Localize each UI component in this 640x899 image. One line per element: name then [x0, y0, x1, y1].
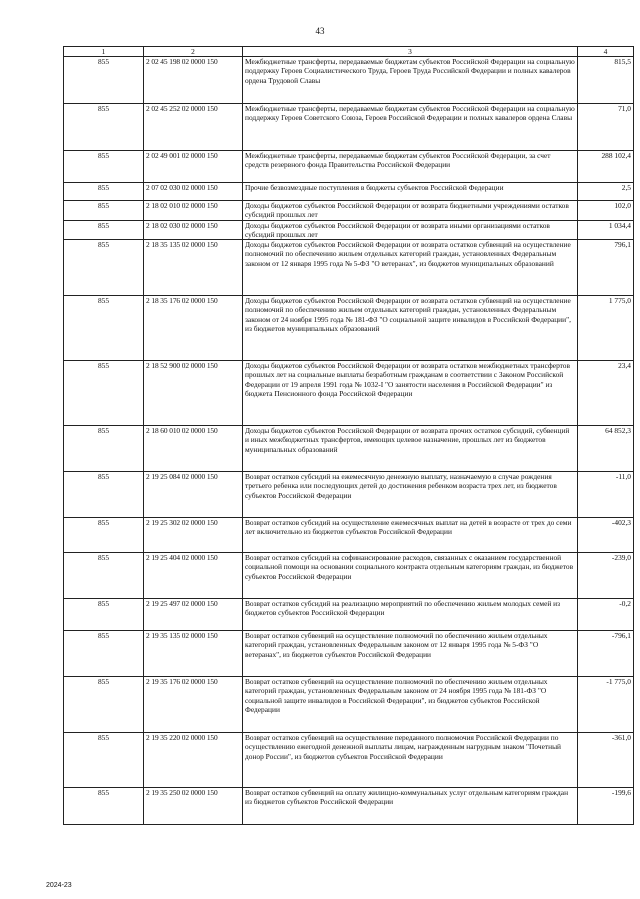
- amount-cell: 1 034,4: [578, 220, 634, 240]
- amount-cell: -0,2: [578, 599, 634, 631]
- admin-code-cell: 855: [64, 677, 144, 733]
- table-row: [64, 183, 634, 201]
- table-row: [64, 296, 634, 361]
- amount-cell: 71,0: [578, 104, 634, 151]
- budget-code-cell: 2 18 35 135 02 0000 150: [144, 240, 243, 296]
- amount-cell: 288 102,4: [578, 151, 634, 183]
- table-row: [64, 733, 634, 788]
- admin-code-cell: 855: [64, 201, 144, 221]
- admin-code-cell: 855: [64, 788, 144, 825]
- table-row: [64, 518, 634, 553]
- budget-code-cell: 2 07 02 030 02 0000 150: [144, 183, 243, 201]
- admin-code-cell: 855: [64, 518, 144, 553]
- amount-cell: -1 775,0: [578, 677, 634, 733]
- table-row: [64, 426, 634, 472]
- admin-code-cell: 855: [64, 57, 144, 104]
- table-row: [64, 788, 634, 825]
- revenue-name-cell: Возврат остатков субвенций на оплату жилищно-коммунальных услуг отдельным категориям граждан из бюджетов субъектов Российской Федерации: [243, 788, 578, 825]
- revenue-name-cell: Доходы бюджетов субъектов Российской Федерации от возврата иными организациями остатков субсидий прошлых лет: [243, 220, 578, 240]
- revenue-name-cell: Доходы бюджетов субъектов Российской Федерации от возврата остатков субвенций на осуществление полномочий по обеспечению жильем отдельных категорий граждан, установленных Федеральным законом от 24 ноября 1995 года № 181-ФЗ "О социальной защите инвалидов в Российской Федерации", из бюджетов муниципальных образований: [243, 296, 578, 361]
- budget-code-cell: 2 19 25 302 02 0000 150: [144, 518, 243, 553]
- revenue-name-cell: Доходы бюджетов субъектов Российской Федерации от возврата остатков субвенций на осуществление полномочий по обеспечению жильем отдельных категорий граждан, установленных Федеральным законом от 12 января 1995 года № 5-ФЗ "О ветеранах", из бюджетов муниципальных образований: [243, 240, 578, 296]
- table-row: [64, 631, 634, 677]
- revenue-name-cell: Возврат остатков субвенций на осуществление полномочий по обеспечению жильем отдельных категорий граждан, установленных Федеральным законом от 24 ноября 1995 года № 181-ФЗ "О социальной защите инвалидов в Российской Федерации", из бюджетов субъектов Российской Федерации: [243, 677, 578, 733]
- budget-code-cell: 2 19 25 497 02 0000 150: [144, 599, 243, 631]
- budget-code-cell: 2 02 45 252 02 0000 150: [144, 104, 243, 151]
- amount-cell: -199,6: [578, 788, 634, 825]
- admin-code-cell: 855: [64, 631, 144, 677]
- admin-code-cell: 855: [64, 361, 144, 426]
- table-header-row: [64, 47, 634, 57]
- amount-cell: 23,4: [578, 361, 634, 426]
- revenue-name-cell: Прочие безвозмездные поступления в бюджеты субъектов Российской Федерации: [243, 183, 578, 201]
- amount-cell: 815,5: [578, 57, 634, 104]
- amount-cell: -239,0: [578, 553, 634, 599]
- budget-code-cell: 2 18 02 010 02 0000 150: [144, 201, 243, 221]
- budget-code-cell: 2 02 45 198 02 0000 150: [144, 57, 243, 104]
- footer-code: 2024-23: [46, 882, 72, 889]
- budget-code-cell: 2 19 25 084 02 0000 150: [144, 472, 243, 518]
- table-row: [64, 57, 634, 104]
- revenue-name-cell: Возврат остатков субсидий на софинансирование расходов, связанных с оказанием государственной социальной помощи на основании социального контракта отдельным категориям граждан, из бюджетов субъектов Российской Федерации: [243, 553, 578, 599]
- table-row: [64, 599, 634, 631]
- budget-code-cell: 2 18 60 010 02 0000 150: [144, 426, 243, 472]
- revenue-name-cell: Возврат остатков субсидий на реализацию мероприятий по обеспечению жильем молодых семей из бюджетов субъектов Российской Федерации: [243, 599, 578, 631]
- budget-code-cell: 2 18 02 030 02 0000 150: [144, 220, 243, 240]
- amount-cell: 2,5: [578, 183, 634, 201]
- revenue-name-cell: Возврат остатков субвенций на осуществление полномочий по обеспечению жильем отдельных категорий граждан, установленных Федеральным законом от 12 января 1995 года № 5-ФЗ "О ветеранах", из бюджетов субъектов Российской Федерации: [243, 631, 578, 677]
- revenue-name-cell: Доходы бюджетов субъектов Российской Федерации от возврата прочих остатков субсидий, субвенций и иных межбюджетных трансфертов, имеющих целевое назначение, прошлых лет из бюджетов муниципальных образований: [243, 426, 578, 472]
- amount-cell: -361,0: [578, 733, 634, 788]
- page-number: 43: [315, 26, 325, 36]
- column-header: 4: [578, 47, 634, 57]
- revenue-name-cell: Межбюджетные трансферты, передаваемые бюджетам субъектов Российской Федерации на социальную поддержку Героев Социалистического Труда, Героев Труда Российской Федерации и полных кавалеров ордена Трудовой Славы: [243, 57, 578, 104]
- budget-code-cell: 2 02 49 001 02 0000 150: [144, 151, 243, 183]
- table-row: [64, 104, 634, 151]
- amount-cell: -11,0: [578, 472, 634, 518]
- admin-code-cell: 855: [64, 599, 144, 631]
- admin-code-cell: 855: [64, 296, 144, 361]
- revenue-name-cell: Доходы бюджетов субъектов Российской Федерации от возврата остатков межбюджетных трансфертов прошлых лет на социальные выплаты безработным гражданам в соответствии с Законом Российской Федерации от 19 апреля 1991 года № 1032-I "О занятости населения в Российской Федерации" из бюджета Пенсионного фонда Российской Федерации: [243, 361, 578, 426]
- table-row: [64, 361, 634, 426]
- budget-code-cell: 2 19 35 220 02 0000 150: [144, 733, 243, 788]
- admin-code-cell: 855: [64, 220, 144, 240]
- revenue-name-cell: Возврат остатков субсидий на ежемесячную денежную выплату, назначаемую в случае рождения третьего ребенка или последующих детей до достижения ребенком возраста трех лет, из бюджетов субъектов Российской Федерации: [243, 472, 578, 518]
- column-header: 2: [144, 47, 243, 57]
- revenue-table: [63, 46, 634, 825]
- admin-code-cell: 855: [64, 104, 144, 151]
- revenue-name-cell: Возврат остатков субсидий на осуществление ежемесячных выплат на детей в возрасте от трех до семи лет включительно из бюджетов субъектов Российской Федерации: [243, 518, 578, 553]
- amount-cell: -796,1: [578, 631, 634, 677]
- budget-code-cell: 2 19 35 135 02 0000 150: [144, 631, 243, 677]
- column-header: 1: [64, 47, 144, 57]
- amount-cell: -402,3: [578, 518, 634, 553]
- table-row: [64, 240, 634, 296]
- admin-code-cell: 855: [64, 426, 144, 472]
- table-row: [64, 220, 634, 240]
- table-row: [64, 151, 634, 183]
- budget-code-cell: 2 18 35 176 02 0000 150: [144, 296, 243, 361]
- amount-cell: 64 852,3: [578, 426, 634, 472]
- admin-code-cell: 855: [64, 553, 144, 599]
- table-row: [64, 201, 634, 221]
- admin-code-cell: 855: [64, 733, 144, 788]
- column-header: 3: [243, 47, 578, 57]
- table-row: [64, 472, 634, 518]
- revenue-name-cell: Доходы бюджетов субъектов Российской Федерации от возврата бюджетными учреждениями остатков субсидий прошлых лет: [243, 201, 578, 221]
- revenue-name-cell: Возврат остатков субвенций на осуществление переданного полномочия Российской Федерации по осуществлению ежегодной денежной выплаты лицам, награжденным нагрудным знаком "Почетный донор России", из бюджетов субъектов Российской Федерации: [243, 733, 578, 788]
- revenue-name-cell: Межбюджетные трансферты, передаваемые бюджетам субъектов Российской Федерации, за счет средств резервного фонда Правительства Российской Федерации: [243, 151, 578, 183]
- table-row: [64, 553, 634, 599]
- budget-code-cell: 2 19 35 176 02 0000 150: [144, 677, 243, 733]
- revenue-name-cell: Межбюджетные трансферты, передаваемые бюджетам субъектов Российской Федерации на социальную поддержку Героев Советского Союза, Героев Российской Федерации и полных кавалеров ордена Славы: [243, 104, 578, 151]
- table-row: [64, 677, 634, 733]
- admin-code-cell: 855: [64, 183, 144, 201]
- admin-code-cell: 855: [64, 472, 144, 518]
- admin-code-cell: 855: [64, 151, 144, 183]
- admin-code-cell: 855: [64, 240, 144, 296]
- amount-cell: 1 775,0: [578, 296, 634, 361]
- budget-code-cell: 2 19 35 250 02 0000 150: [144, 788, 243, 825]
- amount-cell: 102,0: [578, 201, 634, 221]
- amount-cell: 796,1: [578, 240, 634, 296]
- budget-code-cell: 2 18 52 900 02 0000 150: [144, 361, 243, 426]
- budget-code-cell: 2 19 25 404 02 0000 150: [144, 553, 243, 599]
